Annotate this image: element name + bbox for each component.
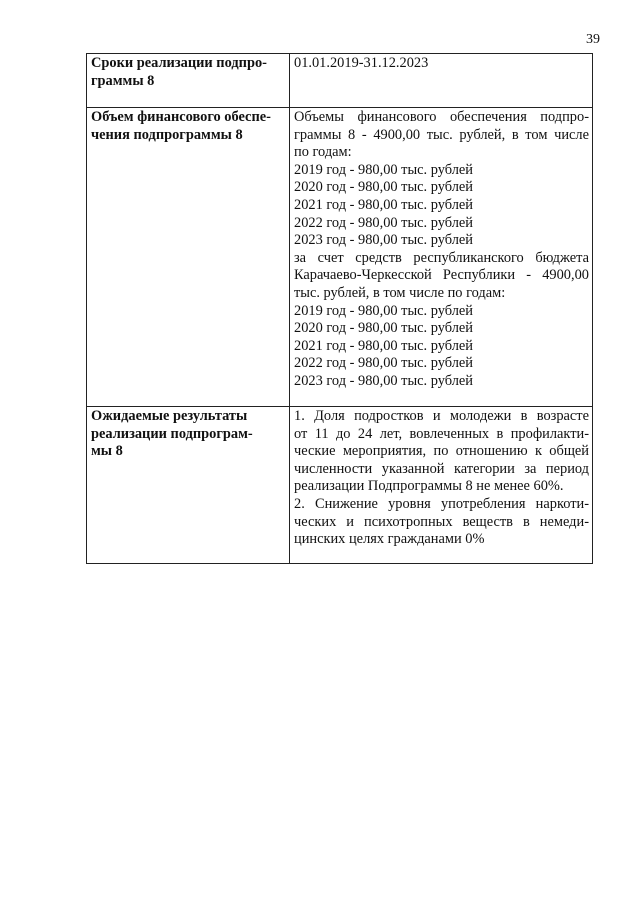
row-value <box>290 407 593 564</box>
label-line: мы 8 <box>91 443 123 460</box>
row-label <box>87 54 290 108</box>
value-line: 2019 год - 980,00 тыс. рублей <box>294 302 473 319</box>
table-row-financing-volume <box>87 108 593 407</box>
label-line: Ожидаемые результаты <box>91 408 248 424</box>
value-line: граммы 8 - 4900,00 тыс. рублей, в том числе <box>294 126 589 143</box>
row-value <box>290 108 593 407</box>
value-line: 1. Доля подростков и молодежи в возрасте <box>294 408 589 424</box>
value-line: 2023 год - 980,00 тыс. рублей <box>294 232 473 249</box>
value-line: реализации Подпрограммы 8 не менее 60%. <box>294 478 564 495</box>
value-line: 2019 год - 980,00 тыс. рублей <box>294 161 473 178</box>
value-line: Объемы финансового обеспечения подпро- <box>294 109 589 125</box>
label-line: чения подпрограммы 8 <box>91 126 243 143</box>
value-line: 2. Снижение уровня употребления наркоти- <box>294 495 589 512</box>
page-number: 39 <box>586 32 600 47</box>
row-value <box>290 54 593 108</box>
value-line: от 11 до 24 лет, вовлеченных в профилакти- <box>294 425 589 442</box>
value-line: 2020 год - 980,00 тыс. рублей <box>294 320 473 337</box>
table-row-expected-results <box>87 407 593 564</box>
value-line: цинских целях гражданами 0% <box>294 531 485 548</box>
value-line: 2022 год - 980,00 тыс. рублей <box>294 355 473 372</box>
value-line: численности указанной категории за период <box>294 460 589 477</box>
value-line: 01.01.2019-31.12.2023 <box>294 55 429 71</box>
value-line: ческих и психотропных веществ в немеди- <box>294 513 589 530</box>
subprogram-passport-table <box>86 53 593 564</box>
value-line: за счет средств республиканского бюджета <box>294 249 589 266</box>
value-line: 2022 год - 980,00 тыс. рублей <box>294 214 473 231</box>
value-line: 2023 год - 980,00 тыс. рублей <box>294 372 473 389</box>
value-line: по годам: <box>294 144 352 161</box>
label-line: Сроки реализации подпро- <box>91 55 267 71</box>
row-label <box>87 407 290 564</box>
value-line: ческие мероприятия, по отношению к общей <box>294 443 589 460</box>
label-line: реализации подпрограм- <box>91 425 253 442</box>
value-line: 2021 год - 980,00 тыс. рублей <box>294 337 473 354</box>
label-line: граммы 8 <box>91 72 155 89</box>
value-line: 2020 год - 980,00 тыс. рублей <box>294 179 473 196</box>
table-row-implementation-period <box>87 54 593 108</box>
value-line: 2021 год - 980,00 тыс. рублей <box>294 196 473 213</box>
row-label <box>87 108 290 407</box>
label-line: Объем финансового обеспе- <box>91 109 271 125</box>
value-line: тыс. рублей, в том числе по годам: <box>294 284 506 301</box>
value-line: Карачаево-Черкесской Республики - 4900,00 <box>294 267 589 284</box>
